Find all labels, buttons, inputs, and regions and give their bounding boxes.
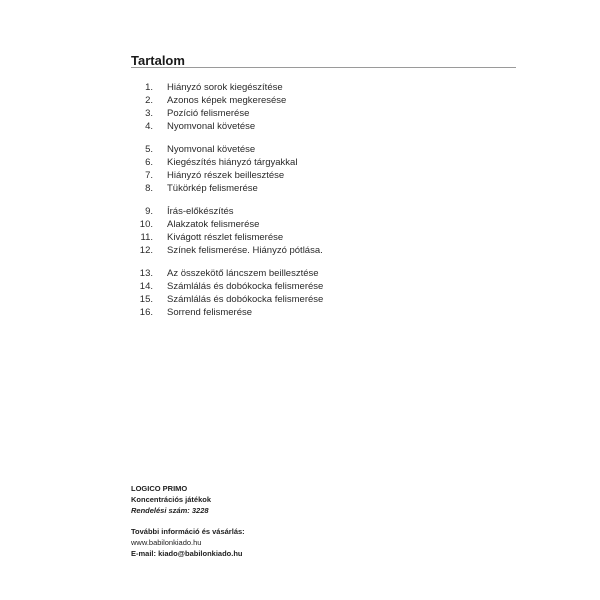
website-link[interactable]: www.babilonkiado.hu	[131, 538, 202, 547]
title-divider	[131, 67, 516, 68]
toc-item	[131, 107, 516, 120]
toc-item-label: Nyomvonal követése	[167, 144, 256, 155]
toc-item-label: Tükörkép felismerése	[167, 183, 258, 194]
toc-item	[131, 120, 516, 133]
product-brand: LOGICO PRIMO	[131, 484, 188, 493]
order-number: Rendelési szám: 3228	[131, 506, 209, 515]
publisher-footer	[131, 483, 245, 559]
toc-item-number: 11.	[140, 232, 153, 243]
toc-item-label: Azonos képek megkeresése	[167, 95, 287, 106]
toc-item-number: 13.	[139, 268, 153, 279]
toc-item-label: Színek felismerése. Hiányzó pótlása.	[167, 245, 323, 256]
toc-item-number: 15.	[139, 294, 153, 305]
toc-item	[131, 81, 516, 94]
toc-item-label: Kiegészítés hiányzó tárgyakkal	[167, 157, 298, 168]
table-of-contents	[131, 81, 516, 329]
toc-item	[131, 306, 516, 319]
toc-item-number: 1.	[145, 82, 153, 93]
toc-item-number: 8.	[145, 183, 153, 194]
toc-item-label: Alakzatok felismerése	[167, 219, 260, 230]
toc-item-number: 16.	[139, 307, 153, 318]
toc-item	[131, 94, 516, 107]
toc-item	[131, 231, 516, 244]
toc-item-label: Nyomvonal követése	[167, 121, 256, 132]
toc-item-number: 4.	[145, 121, 153, 132]
toc-item	[131, 156, 516, 169]
toc-item	[131, 293, 516, 306]
toc-item-label: Pozíció felismerése	[167, 108, 250, 119]
toc-item-number: 14.	[139, 281, 153, 292]
toc-item	[131, 205, 516, 218]
toc-group	[131, 267, 516, 319]
toc-item	[131, 143, 516, 156]
toc-group	[131, 143, 516, 195]
toc-item-number: 2.	[145, 95, 153, 106]
toc-item-number: 5.	[145, 144, 153, 155]
toc-item	[131, 218, 516, 231]
toc-item	[131, 182, 516, 195]
toc-item-number: 7.	[145, 170, 153, 181]
toc-item	[131, 244, 516, 257]
toc-item-label: Számlálás és dobókocka felismerése	[167, 281, 324, 292]
toc-item-number: 10.	[139, 219, 153, 230]
product-subtitle: Koncentrációs játékok	[131, 495, 212, 504]
email-link[interactable]: E-mail: kiado@babilonkiado.hu	[131, 549, 243, 558]
toc-item-number: 3.	[145, 108, 153, 119]
toc-item-number: 9.	[145, 206, 153, 217]
page-title: Tartalom	[131, 53, 185, 68]
toc-item	[131, 280, 516, 293]
toc-item-label: Hiányzó részek beillesztése	[167, 170, 285, 181]
toc-item-label: Írás-előkészítés	[167, 206, 234, 217]
info-heading: További információ és vásárlás:	[131, 527, 245, 536]
toc-item-number: 12.	[139, 245, 153, 256]
toc-group	[131, 205, 516, 257]
toc-group	[131, 81, 516, 133]
toc-item-label: Hiányzó sorok kiegészítése	[167, 82, 283, 93]
toc-item-number: 6.	[145, 157, 153, 168]
toc-item	[131, 169, 516, 182]
toc-item-label: Az összekötő láncszem beillesztése	[167, 268, 319, 279]
toc-item-label: Sorrend felismerése	[167, 307, 253, 318]
toc-item-label: Számlálás és dobókocka felismerése	[167, 294, 324, 305]
toc-item	[131, 267, 516, 280]
toc-item-label: Kivágott részlet felismerése	[167, 232, 284, 243]
